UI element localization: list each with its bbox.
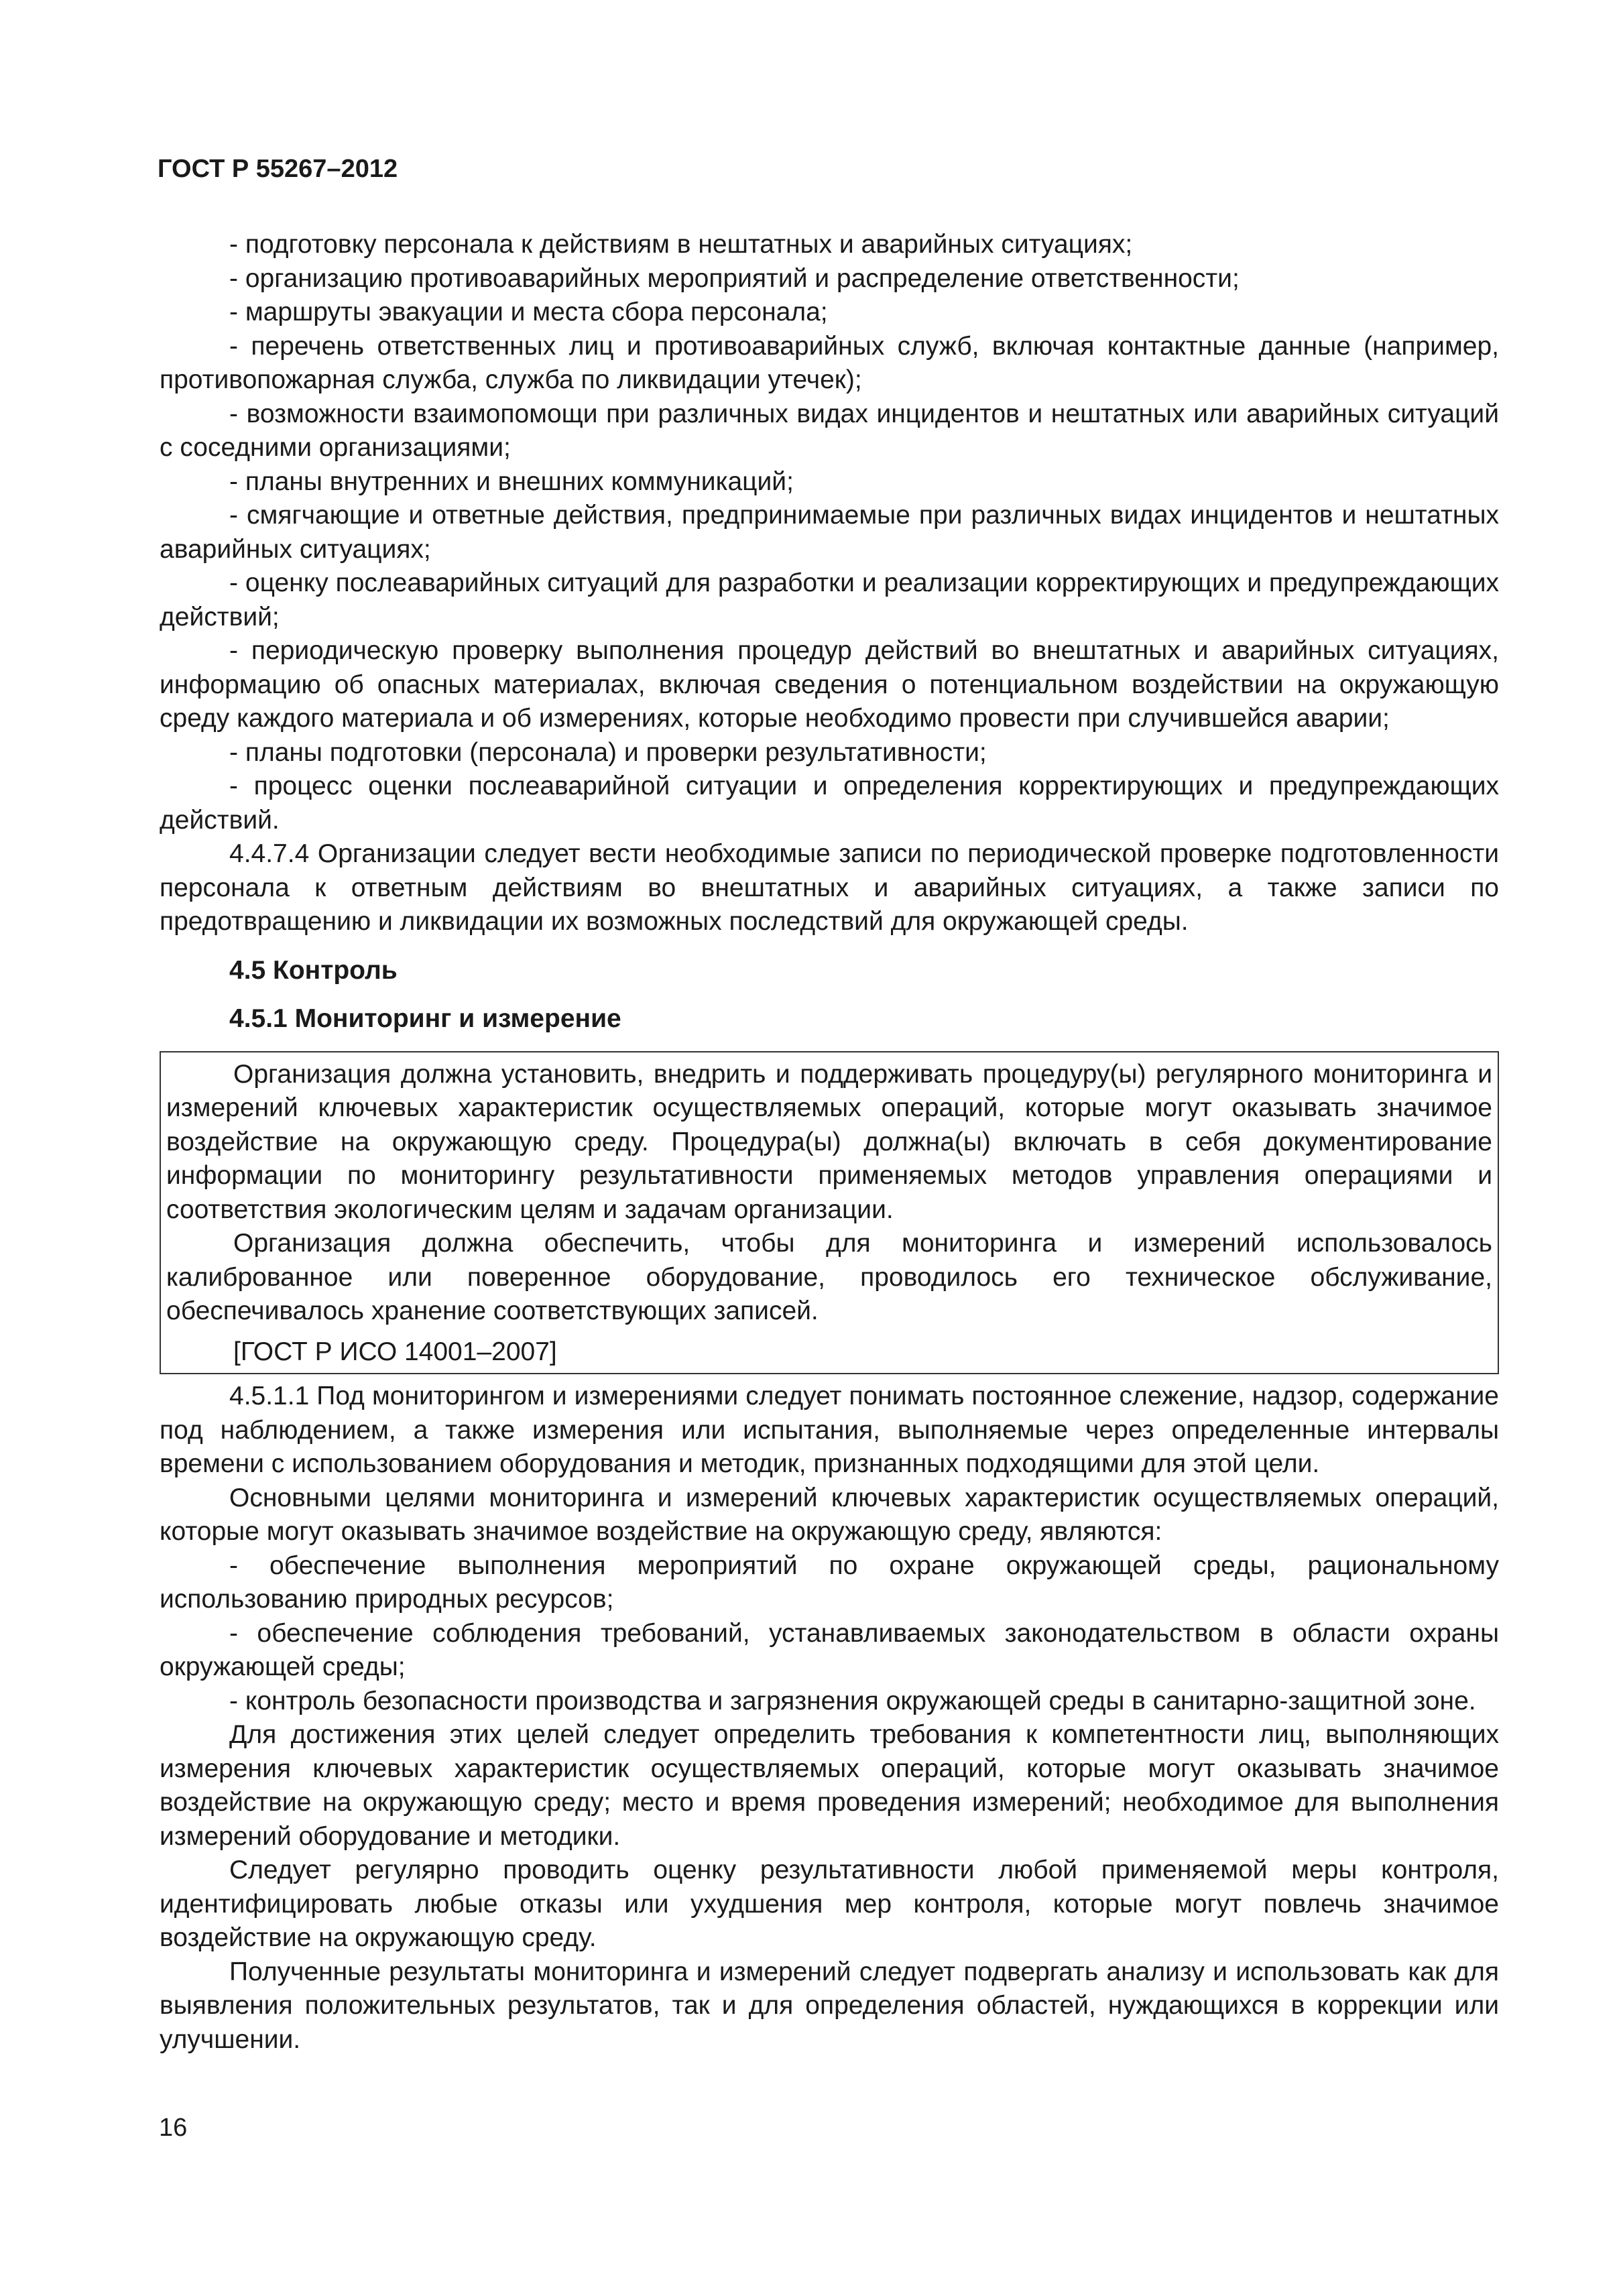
list-item: - возможности взаимопомощи при различных видах инцидентов и нештатных или аварийных ситуаций с соседними организациями; [160, 399, 1499, 462]
standard-designation: ГОСТ Р 55267–2012 [158, 155, 398, 183]
box-paragraph: Организация должна обеспечить, чтобы для мониторинга и измерений использовалось калиброванное или поверенное оборудование, проводилось его техническое обслуживание, обеспечивалось хранение соответствующих записей. [166, 1229, 1492, 1325]
goal-item: - контроль безопасности производства и загрязнения окружающей среды в санитарно-защитной зоне. [229, 1686, 1476, 1715]
list-item: - маршруты эвакуации и места сбора персонала; [229, 298, 828, 326]
page-number: 16 [159, 2114, 188, 2142]
section-heading-4-5: 4.5 Контроль [229, 955, 398, 985]
section-heading-4-5-1: 4.5.1 Мониторинг и измерение [229, 1004, 621, 1033]
list-item: - планы подготовки (персонала) и проверки результативности; [229, 737, 987, 767]
paragraph-requirements: Для достижения этих целей следует определить требования к компетентности лиц, выполняющих измерения ключевых характеристик осуществляемых операций, которые могут оказывать значимое воздействие на окружающую среду; место и время проведения измерений; необходимое для выполнения измерений оборудование и методики. [160, 1720, 1499, 1851]
list-item: - организацию противоаварийных мероприятий и распределение ответственности; [229, 263, 1240, 293]
goal-item: - обеспечение выполнения мероприятий по охране окружающей среды, рациональному использованию природных ресурсов; [160, 1551, 1499, 1614]
list-item: - планы внутренних и внешних коммуникаций; [229, 467, 794, 496]
list-item: - процесс оценки послеаварийной ситуации и определения корректирующих и предупреждающих действий. [160, 772, 1499, 835]
clause-4-5-1-1: 4.5.1.1 Под мониторингом и измерениями следует понимать постоянное слежение, надзор, содержание под наблюдением, а также измерения или испытания, выполняемые через определенные интервалы времени с использованием оборудования и методик, признанных подходящими для этой цели. [160, 1382, 1499, 1478]
paragraph-results: Полученные результаты мониторинга и измерений следует подвергать анализу и использовать как для выявления положительных результатов, так и для определения областей, нуждающихся в коррекции или улучшении. [160, 1957, 1499, 2054]
list-item: - оценку послеаварийных ситуаций для разработки и реализации корректирующих и предупреждающих действий; [160, 568, 1499, 631]
quoted-requirement-box [160, 1051, 1499, 1375]
box-paragraph: Организация должна установить, внедрить и поддерживать процедуру(ы) регулярного мониторинга и измерений ключевых характеристик осуществляемых операций, которые могут оказывать значимое воздействие на окружающую среду. Процедура(ы) должна(ы) включать в себя документирование информации по мониторингу результативности применяемых методов управления операциями и соответствия экологическим целям и задачам организации. [166, 1059, 1492, 1224]
list-item: - периодическую проверку выполнения процедур действий во внештатных и аварийных ситуациях, информацию об опасных материалах, включая сведения о потенциальном воздействии на окружающую среду каждого материала и об измерениях, которые необходимо провести при случившейся аварии; [160, 636, 1499, 733]
page-content [160, 228, 1499, 2057]
list-item: - подготовку персонала к действиям в нештатных и аварийных ситуациях; [229, 230, 1133, 259]
list-item: - смягчающие и ответные действия, предпринимаемые при различных видах инцидентов и нештатных аварийных ситуациях; [160, 501, 1499, 564]
clause-4-4-7-4: 4.4.7.4 Организации следует вести необходимые записи по периодической проверке подготовленности персонала к ответным действиям во внештатных и аварийных ситуациях, а также записи по предотвращению и ликвидации их возможных последствий для окружающей среды. [160, 839, 1499, 936]
goals-intro: Основными целями мониторинга и измерений ключевых характеристик осуществляемых операций, которые могут оказывать значимое воздействие на окружающую среду, являются: [160, 1483, 1499, 1546]
list-item: - перечень ответственных лиц и противоаварийных служб, включая контактные данные (например, противопожарная служба, служба по ликвидации утечек); [160, 331, 1499, 394]
box-source-reference: [ГОСТ Р ИСО 14001–2007] [233, 1337, 557, 1366]
goal-item: - обеспечение соблюдения требований, устанавливаемых законодательством в области охраны окружающей среды; [160, 1618, 1499, 1681]
paragraph-assessment: Следует регулярно проводить оценку результативности любой применяемой меры контроля, идентифицировать любые отказы или ухудшения мер контроля, которые могут повлечь значимое воздействие на окружающую среду. [160, 1856, 1499, 1952]
